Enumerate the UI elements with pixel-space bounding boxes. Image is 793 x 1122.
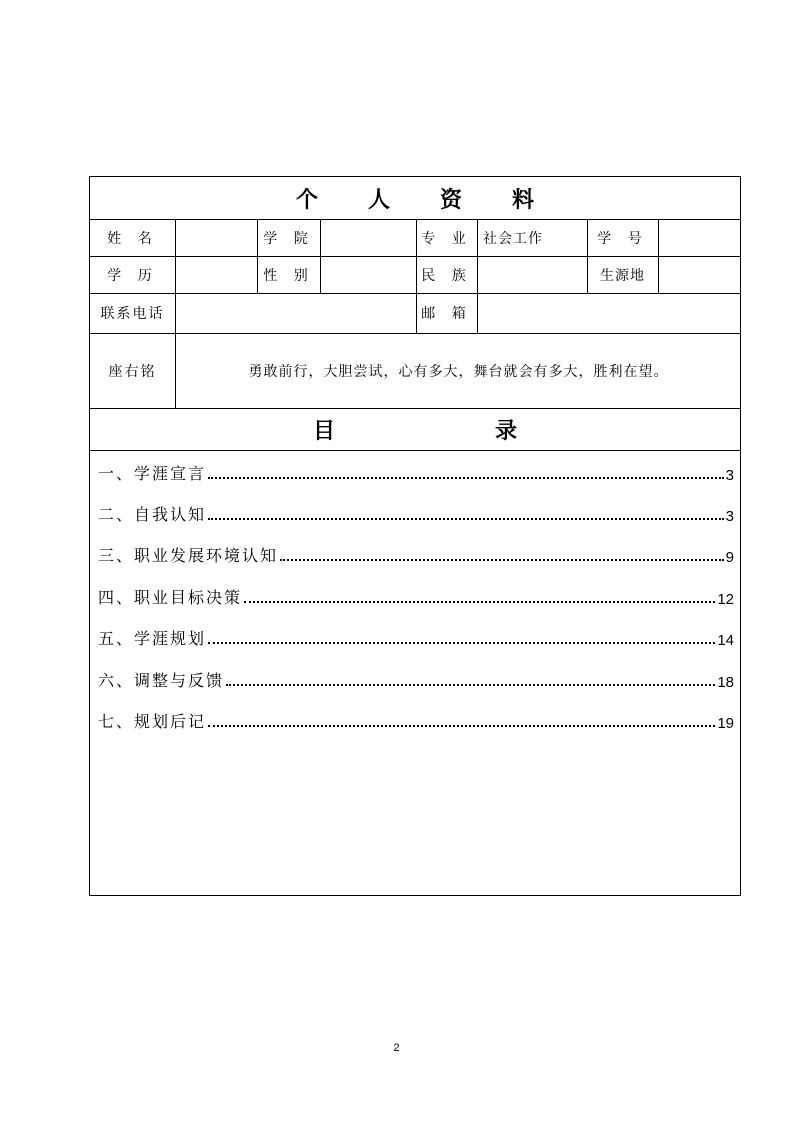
ethnicity-value[interactable]: [477, 256, 587, 293]
toc-leader: [208, 477, 724, 479]
toc-item-label: 五、学涯规划: [98, 629, 207, 648]
toc-leader: [244, 601, 715, 603]
toc-item-page: 3: [725, 467, 734, 484]
toc-item-page: 14: [717, 632, 734, 649]
college-label: 学 院: [263, 230, 314, 247]
toc-item[interactable]: [98, 584, 734, 608]
toc-item-label: 七、规划后记: [98, 712, 207, 731]
ethnicity-label: 民 族: [421, 267, 472, 284]
motto-label: 座右铭: [108, 363, 157, 380]
toc-title-char: 目: [312, 418, 335, 444]
toc-leader: [226, 684, 715, 686]
toc-item-page: 12: [717, 591, 734, 608]
toc-item-page: 19: [717, 715, 734, 732]
education-label: 学 历: [107, 267, 158, 284]
profile-table: [89, 176, 741, 896]
title-char: 人: [367, 187, 390, 213]
title-char: 个: [295, 187, 318, 213]
name-value[interactable]: [175, 219, 257, 256]
toc-item-label: 四、职业目标决策: [98, 588, 243, 607]
toc-item[interactable]: [98, 625, 734, 649]
origin-label: 生源地: [600, 267, 645, 284]
major-value[interactable]: 社会工作: [483, 230, 543, 247]
name-label: 姓 名: [107, 230, 158, 247]
email-value[interactable]: [477, 293, 742, 333]
toc-item-label: 二、自我认知: [98, 505, 207, 524]
origin-value[interactable]: [658, 256, 742, 293]
gender-value[interactable]: [320, 256, 416, 293]
major-label: 专 业: [421, 230, 472, 247]
toc-leader: [208, 725, 715, 727]
profile-title: [90, 177, 740, 219]
toc-item-page: 3: [725, 508, 734, 525]
toc-item-page: 18: [717, 674, 734, 691]
toc-item[interactable]: [98, 542, 734, 566]
college-value[interactable]: [320, 219, 416, 256]
toc-item-label: 一、学涯宣言: [98, 464, 207, 483]
student-id-value[interactable]: [658, 219, 742, 256]
motto-value: 勇敢前行，大胆尝试，心有多大，舞台就会有多大，胜利在望。: [248, 363, 669, 380]
toc-item[interactable]: [98, 460, 734, 484]
toc-leader: [208, 642, 715, 644]
toc-leader: [208, 518, 724, 520]
toc-leader: [280, 559, 724, 561]
page-number: 2: [393, 1042, 400, 1054]
title-char: 资: [440, 187, 463, 213]
toc-title-char: 录: [495, 418, 518, 444]
email-label: 邮 箱: [421, 306, 472, 322]
toc-item-label: 六、调整与反馈: [98, 671, 225, 690]
toc-title: [90, 408, 740, 450]
education-value[interactable]: [175, 256, 257, 293]
title-char: 料: [512, 187, 535, 213]
student-id-label: 学 号: [597, 230, 648, 247]
toc-item[interactable]: [98, 667, 734, 691]
toc-item-label: 三、职业发展环境认知: [98, 546, 279, 565]
phone-value[interactable]: [175, 293, 416, 333]
toc-item[interactable]: [98, 501, 734, 525]
phone-label: 联系电话: [100, 306, 165, 322]
toc-item-page: 9: [725, 549, 734, 566]
gender-label: 性 别: [263, 267, 314, 284]
toc-item[interactable]: [98, 708, 734, 732]
